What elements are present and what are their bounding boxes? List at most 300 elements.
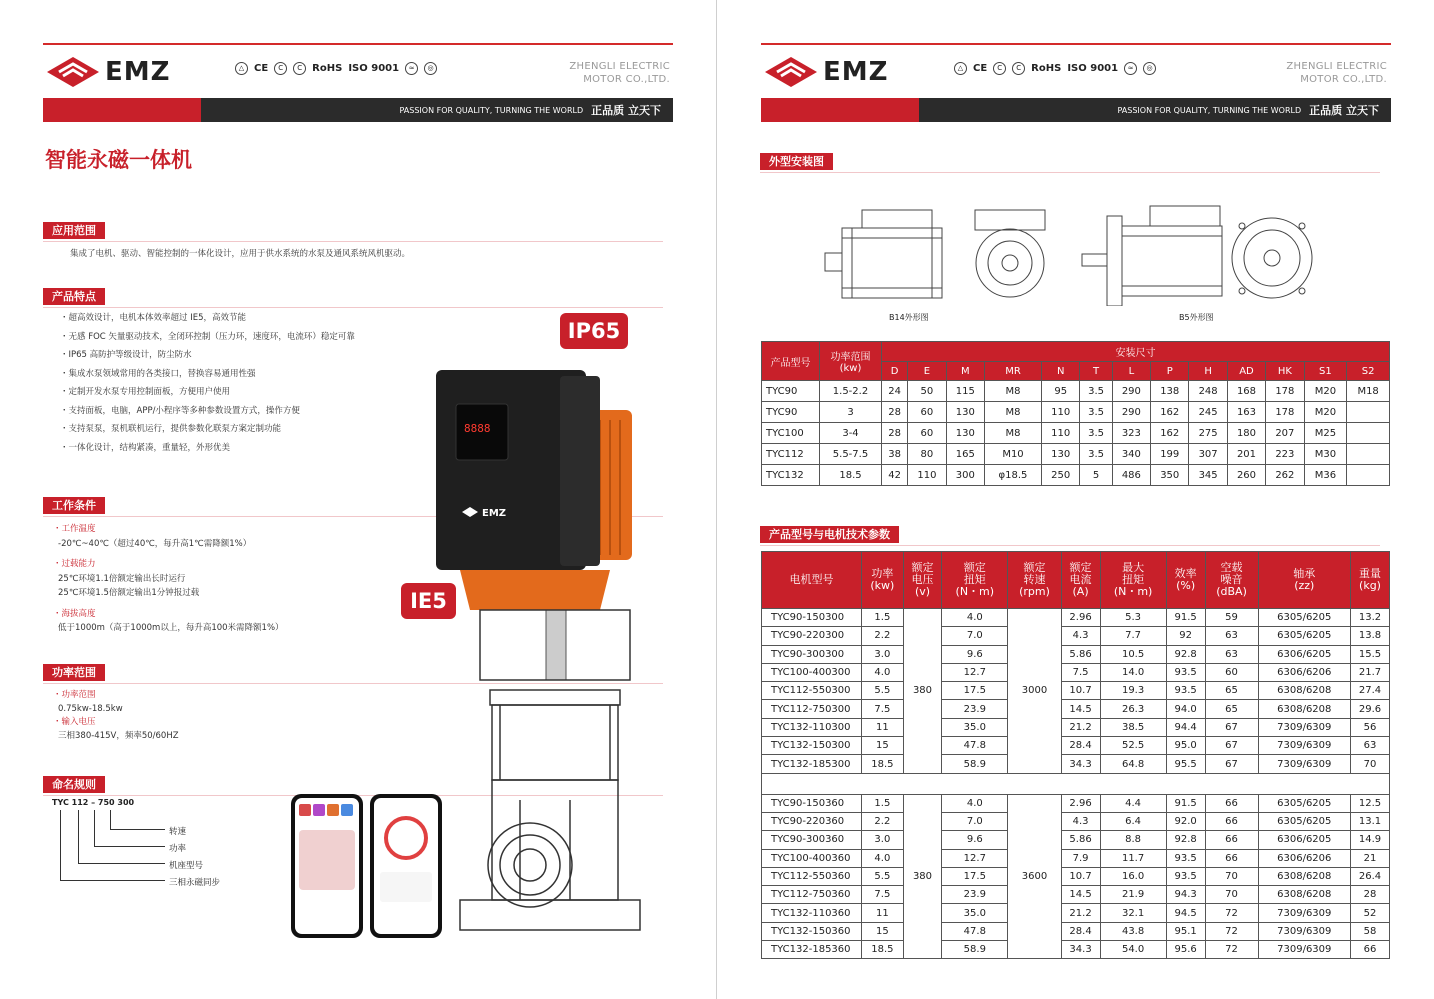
dims-col-header: M bbox=[946, 362, 984, 381]
table-cell: 486 bbox=[1112, 465, 1150, 486]
table-cell: 207 bbox=[1266, 423, 1304, 444]
table-cell: 180 bbox=[1227, 423, 1265, 444]
table-cell: 28 bbox=[882, 423, 908, 444]
table-cell: 56 bbox=[1351, 718, 1390, 736]
table-cell: 15 bbox=[862, 737, 904, 755]
dims-col-header: AD bbox=[1227, 362, 1265, 381]
table-cell: 93.5 bbox=[1166, 682, 1205, 700]
table-cell: 1.5 bbox=[862, 794, 904, 812]
naming-code: TYC 112 – 750 300 bbox=[52, 798, 135, 807]
slogan-cn: 正品质 立天下 bbox=[591, 104, 661, 117]
table-cell: 162 bbox=[1151, 402, 1189, 423]
right-page bbox=[717, 0, 1433, 999]
table-cell: 162 bbox=[1151, 423, 1189, 444]
globe-icon: ◎ bbox=[424, 62, 437, 75]
ccc-icon: C bbox=[274, 62, 287, 75]
table-cell: 7.5 bbox=[862, 886, 904, 904]
table-cell: M8 bbox=[984, 381, 1041, 402]
table-cell bbox=[1347, 423, 1390, 444]
slogan-en: PASSION FOR QUALITY, TURNING THE WORLD bbox=[399, 105, 584, 115]
table-cell: 72 bbox=[1205, 941, 1258, 959]
table-cell: 21.2 bbox=[1061, 904, 1100, 922]
table-cell: 9.6 bbox=[942, 645, 1008, 663]
table-cell: 66 bbox=[1351, 941, 1390, 959]
table-cell: 7309/6309 bbox=[1258, 922, 1351, 940]
table-cell: TYC90 bbox=[762, 402, 820, 423]
feature-item: ・一体化设计，结构紧凑，重量轻，外形优美 bbox=[60, 442, 231, 453]
table-cell: 28 bbox=[882, 402, 908, 423]
table-cell: 7.0 bbox=[942, 812, 1008, 830]
dims-col-header: H bbox=[1189, 362, 1227, 381]
table-cell: TYC132-185360 bbox=[762, 941, 862, 959]
table-cell: 9.6 bbox=[942, 831, 1008, 849]
naming-label: 转速 bbox=[169, 827, 187, 837]
feature-item: ・集成水泵领域常用的各类接口，替换容易通用性强 bbox=[60, 368, 256, 379]
power-text: 三相380-415V，频率50/60HZ bbox=[58, 730, 179, 741]
table-row bbox=[762, 737, 1390, 755]
table-cell: 70 bbox=[1351, 755, 1390, 773]
table-cell: 290 bbox=[1112, 381, 1150, 402]
table-cell: 4.3 bbox=[1061, 812, 1100, 830]
table-cell: TYC90 bbox=[762, 381, 820, 402]
table-cell: 94.4 bbox=[1166, 718, 1205, 736]
table-cell: 38.5 bbox=[1100, 718, 1166, 736]
table-cell: 70 bbox=[1205, 886, 1258, 904]
table-cell: 14.0 bbox=[1100, 663, 1166, 681]
power-label: ・输入电压 bbox=[53, 717, 96, 727]
table-cell: 54.0 bbox=[1100, 941, 1166, 959]
table-cell: 3.0 bbox=[862, 831, 904, 849]
emz-logo bbox=[45, 54, 171, 90]
condition-label: ・海拔高度 bbox=[53, 608, 96, 619]
params-col-header: 最大 扭矩 (N・m) bbox=[1100, 552, 1166, 609]
feature-item: ・无感 FOC 矢量驱动技术，全闭环控制（压力环，速度环，电流环）稳定可靠 bbox=[60, 331, 355, 342]
company-name bbox=[520, 60, 670, 86]
table-cell: 340 bbox=[1112, 444, 1150, 465]
table-cell: 5.5-7.5 bbox=[820, 444, 882, 465]
table-cell: 10.7 bbox=[1061, 867, 1100, 885]
phone-screen-2 bbox=[374, 798, 438, 934]
table-cell bbox=[1347, 465, 1390, 486]
table-cell: 115 bbox=[946, 381, 984, 402]
table-cell: 52.5 bbox=[1100, 737, 1166, 755]
table-cell: 38 bbox=[882, 444, 908, 465]
table-row bbox=[762, 867, 1390, 885]
table-cell: 6308/6208 bbox=[1258, 867, 1351, 885]
table-cell: 248 bbox=[1189, 381, 1227, 402]
cert-strip bbox=[954, 62, 1156, 75]
params-col-header: 效率 (%) bbox=[1166, 552, 1205, 609]
table-cell: 2.2 bbox=[862, 812, 904, 830]
feature-item: ・IP65 高防护等级设计，防尘防水 bbox=[60, 350, 192, 360]
table-cell: 26.3 bbox=[1100, 700, 1166, 718]
params-col-header: 轴承 (zz) bbox=[1258, 552, 1351, 609]
globe-icon: ◎ bbox=[1143, 62, 1156, 75]
table-row bbox=[762, 423, 1390, 444]
table-cell: 13.2 bbox=[1351, 609, 1390, 627]
table-cell: 6.4 bbox=[1100, 812, 1166, 830]
table-cell: 21.7 bbox=[1351, 663, 1390, 681]
logo-text: EMZ bbox=[823, 57, 889, 87]
feature-item: ・支持面板，电脑，APP/小程序等多种参数设置方式，操作方便 bbox=[60, 405, 300, 416]
table-cell: 13.1 bbox=[1351, 812, 1390, 830]
slogan-bar-red bbox=[761, 98, 919, 122]
table-cell: 47.8 bbox=[942, 922, 1008, 940]
company-line2: MOTOR CO.,LTD. bbox=[1300, 74, 1387, 85]
table-cell: 323 bbox=[1112, 423, 1150, 444]
table-cell: 130 bbox=[1042, 444, 1080, 465]
table-cell: 67 bbox=[1205, 755, 1258, 773]
power-list bbox=[53, 689, 383, 743]
table-cell: 14.5 bbox=[1061, 886, 1100, 904]
table-cell bbox=[1347, 444, 1390, 465]
table-cell: 95.0 bbox=[1166, 737, 1205, 755]
table-cell: 199 bbox=[1151, 444, 1189, 465]
table-cell: 65 bbox=[1205, 700, 1258, 718]
section-features: 产品特点 bbox=[43, 288, 105, 305]
csa-icon: C bbox=[1012, 62, 1025, 75]
table-cell: 7309/6309 bbox=[1258, 737, 1351, 755]
table-cell: 290 bbox=[1112, 402, 1150, 423]
table-cell: TYC132-110360 bbox=[762, 904, 862, 922]
table-cell: 345 bbox=[1189, 465, 1227, 486]
dims-col-header: MR bbox=[984, 362, 1041, 381]
table-cell: 6306/6205 bbox=[1258, 645, 1351, 663]
dims-col-header: L bbox=[1112, 362, 1150, 381]
slogan-bar-red bbox=[43, 98, 201, 122]
table-cell: 52 bbox=[1351, 904, 1390, 922]
table-row bbox=[762, 904, 1390, 922]
table-cell: 7.5 bbox=[862, 700, 904, 718]
table-cell: 34.3 bbox=[1061, 941, 1100, 959]
ie5-badge: IE5 bbox=[401, 583, 456, 619]
table-row bbox=[762, 700, 1390, 718]
company-name bbox=[1237, 60, 1387, 86]
table-cell: 223 bbox=[1266, 444, 1304, 465]
b14-drawing bbox=[817, 198, 1057, 306]
table-cell: TYC112-550300 bbox=[762, 682, 862, 700]
table-cell: 2.96 bbox=[1061, 794, 1100, 812]
energy-icon: ≈ bbox=[405, 62, 418, 75]
table-cell: 92.8 bbox=[1166, 645, 1205, 663]
naming-label: 机座型号 bbox=[169, 861, 204, 871]
table-row bbox=[762, 627, 1390, 645]
table-cell: 6305/6205 bbox=[1258, 627, 1351, 645]
table-row bbox=[762, 645, 1390, 663]
tuv-icon: △ bbox=[954, 62, 967, 75]
left-page bbox=[0, 0, 716, 999]
table-cell: TYC132 bbox=[762, 465, 820, 486]
table-cell: 1.5-2.2 bbox=[820, 381, 882, 402]
slogan-cn: 正品质 立天下 bbox=[1309, 104, 1379, 117]
table-cell: 35.0 bbox=[942, 718, 1008, 736]
logo-text: EMZ bbox=[105, 57, 171, 87]
table-cell: TYC132-150360 bbox=[762, 922, 862, 940]
table-cell: 7.7 bbox=[1100, 627, 1166, 645]
table-cell: TYC100-400300 bbox=[762, 663, 862, 681]
table-cell: 110 bbox=[1042, 423, 1080, 444]
table-row bbox=[762, 886, 1390, 904]
table-cell: 380 bbox=[903, 609, 941, 774]
table-cell: 95.6 bbox=[1166, 941, 1205, 959]
top-rule bbox=[761, 43, 1391, 45]
params-col-header: 重量 (kg) bbox=[1351, 552, 1390, 609]
params-col-header: 额定 扭矩 (N・m) bbox=[942, 552, 1008, 609]
phone-screen-1 bbox=[295, 798, 359, 934]
table-cell: TYC100-400360 bbox=[762, 849, 862, 867]
table-cell: 2.96 bbox=[1061, 609, 1100, 627]
table-row bbox=[762, 718, 1390, 736]
table-cell: 66 bbox=[1205, 831, 1258, 849]
table-cell: TYC132-110300 bbox=[762, 718, 862, 736]
table-spacer-row bbox=[762, 773, 1390, 794]
table-cell: 178 bbox=[1266, 402, 1304, 423]
pump-illustration bbox=[420, 360, 650, 940]
table-cell: 4.0 bbox=[942, 794, 1008, 812]
table-cell: 380 bbox=[903, 794, 941, 959]
table-row bbox=[762, 444, 1390, 465]
cert-iso: ISO 9001 bbox=[1067, 63, 1119, 74]
table-cell: 3.5 bbox=[1080, 402, 1112, 423]
table-cell: 80 bbox=[908, 444, 946, 465]
table-cell: TYC90-150360 bbox=[762, 794, 862, 812]
table-cell: 7309/6309 bbox=[1258, 904, 1351, 922]
cert-strip bbox=[235, 62, 437, 75]
table-cell: 3600 bbox=[1008, 794, 1061, 959]
table-cell: 178 bbox=[1266, 381, 1304, 402]
table-row bbox=[762, 402, 1390, 423]
table-cell: 93.5 bbox=[1166, 849, 1205, 867]
emz-diamond-icon bbox=[45, 55, 101, 89]
table-cell: 5.86 bbox=[1061, 645, 1100, 663]
table-cell: 35.0 bbox=[942, 904, 1008, 922]
table-cell: 110 bbox=[1042, 402, 1080, 423]
section-application: 应用范围 bbox=[43, 222, 105, 239]
table-cell: 50 bbox=[908, 381, 946, 402]
table-cell: 275 bbox=[1189, 423, 1227, 444]
table-cell: 6306/6206 bbox=[1258, 663, 1351, 681]
table-cell: 60 bbox=[908, 423, 946, 444]
table-cell: 24 bbox=[882, 381, 908, 402]
params-col-header: 功率 (kw) bbox=[862, 552, 904, 609]
dims-col-header: E bbox=[908, 362, 946, 381]
table-cell: 28 bbox=[1351, 886, 1390, 904]
dims-col-header: S1 bbox=[1304, 362, 1347, 381]
table-cell: 18.5 bbox=[862, 755, 904, 773]
table-cell: 165 bbox=[946, 444, 984, 465]
table-cell: 47.8 bbox=[942, 737, 1008, 755]
table-cell: 10.5 bbox=[1100, 645, 1166, 663]
table-cell: 5.3 bbox=[1100, 609, 1166, 627]
table-cell: 21.2 bbox=[1061, 718, 1100, 736]
table-cell: TYC90-220300 bbox=[762, 627, 862, 645]
table-cell: 26.4 bbox=[1351, 867, 1390, 885]
table-cell: 5.5 bbox=[862, 682, 904, 700]
dims-col-header: S2 bbox=[1347, 362, 1390, 381]
condition-label: ・过载能力 bbox=[53, 559, 96, 569]
table-cell: 12.7 bbox=[942, 663, 1008, 681]
conditions-list bbox=[53, 522, 383, 636]
table-cell: 18.5 bbox=[820, 465, 882, 486]
table-row bbox=[762, 682, 1390, 700]
table-cell: 11 bbox=[862, 718, 904, 736]
dims-header-power: 功率范围 (kw) bbox=[820, 342, 882, 381]
table-cell: 350 bbox=[1151, 465, 1189, 486]
company-line2: MOTOR CO.,LTD. bbox=[583, 74, 670, 85]
table-cell: 67 bbox=[1205, 718, 1258, 736]
table-cell: 15.5 bbox=[1351, 645, 1390, 663]
feature-item: ・支持泵泵，泵机联机运行，提供参数化联泵方案定制功能 bbox=[60, 424, 282, 434]
table-row bbox=[762, 755, 1390, 773]
table-cell: 300 bbox=[946, 465, 984, 486]
table-cell: 201 bbox=[1227, 444, 1265, 465]
features-list bbox=[60, 309, 400, 457]
table-cell: 10.7 bbox=[1061, 682, 1100, 700]
table-row bbox=[762, 465, 1390, 486]
section-conditions: 工作条件 bbox=[43, 497, 105, 514]
table-cell: 5.5 bbox=[862, 867, 904, 885]
dims-col-header: HK bbox=[1266, 362, 1304, 381]
table-cell: TYC132-185300 bbox=[762, 755, 862, 773]
slogan-bar bbox=[43, 98, 673, 122]
table-row bbox=[762, 663, 1390, 681]
condition-text: 低于1000m（高于1000m以上，每升高100米需降额1%） bbox=[58, 623, 284, 633]
phone-mockup-1 bbox=[291, 794, 363, 938]
dims-header-model: 产品型号 bbox=[762, 342, 820, 381]
table-cell: 63 bbox=[1205, 627, 1258, 645]
table-cell: 23.9 bbox=[942, 886, 1008, 904]
table-row bbox=[762, 941, 1390, 959]
top-rule bbox=[43, 43, 673, 45]
table-cell: TYC112-750300 bbox=[762, 700, 862, 718]
table-cell: 130 bbox=[946, 423, 984, 444]
table-cell: TYC132-150300 bbox=[762, 737, 862, 755]
table-cell: TYC90-300300 bbox=[762, 645, 862, 663]
cert-rohs: RoHS bbox=[312, 63, 343, 74]
table-cell: 92 bbox=[1166, 627, 1205, 645]
b5-label: B5外形图 bbox=[1179, 313, 1214, 322]
table-cell: 4.4 bbox=[1100, 794, 1166, 812]
table-cell: 168 bbox=[1227, 381, 1265, 402]
power-text: 0.75kw-18.5kw bbox=[58, 703, 123, 714]
table-cell: 34.3 bbox=[1061, 755, 1100, 773]
cert-rohs: RoHS bbox=[1031, 63, 1062, 74]
table-cell: 130 bbox=[946, 402, 984, 423]
table-cell: 93.5 bbox=[1166, 663, 1205, 681]
ccc-icon: C bbox=[993, 62, 1006, 75]
table-row bbox=[762, 381, 1390, 402]
table-cell: 8.8 bbox=[1100, 831, 1166, 849]
table-cell: 17.5 bbox=[942, 867, 1008, 885]
table-cell: 19.3 bbox=[1100, 682, 1166, 700]
table-cell: M8 bbox=[984, 402, 1041, 423]
slogan-bar bbox=[761, 98, 1391, 122]
table-cell: 23.9 bbox=[942, 700, 1008, 718]
table-cell: 94.5 bbox=[1166, 904, 1205, 922]
table-cell: 58 bbox=[1351, 922, 1390, 940]
table-cell: 6306/6206 bbox=[1258, 849, 1351, 867]
table-cell: TYC112 bbox=[762, 444, 820, 465]
naming-leader bbox=[60, 810, 165, 881]
table-cell: 6308/6208 bbox=[1258, 886, 1351, 904]
table-cell: 16.0 bbox=[1100, 867, 1166, 885]
table-cell: 43.8 bbox=[1100, 922, 1166, 940]
slogan-bar-dark bbox=[919, 98, 1391, 122]
company-line1: ZHENGLI ELECTRIC bbox=[569, 61, 670, 72]
table-cell: M20 bbox=[1304, 402, 1347, 423]
table-cell: 64.8 bbox=[1100, 755, 1166, 773]
table-cell: 7309/6309 bbox=[1258, 755, 1351, 773]
table-cell: 4.0 bbox=[862, 849, 904, 867]
cert-ce: CE bbox=[254, 63, 269, 74]
params-table bbox=[761, 551, 1390, 959]
table-cell: 12.5 bbox=[1351, 794, 1390, 812]
table-cell: 12.7 bbox=[942, 849, 1008, 867]
condition-text: 25℃环境1.1倍额定输出长时运行 25℃环境1.5倍额定输出1分钟报过载 bbox=[58, 573, 200, 598]
params-col-header: 电机型号 bbox=[762, 552, 862, 609]
table-cell: 262 bbox=[1266, 465, 1304, 486]
table-cell: 17.5 bbox=[942, 682, 1008, 700]
dims-col-header: N bbox=[1042, 362, 1080, 381]
params-col-header: 额定 电流 (A) bbox=[1061, 552, 1100, 609]
table-cell: 7309/6309 bbox=[1258, 718, 1351, 736]
table-cell: 3.0 bbox=[862, 645, 904, 663]
table-cell: 7309/6309 bbox=[1258, 941, 1351, 959]
table-cell: TYC100 bbox=[762, 423, 820, 444]
table-cell: 27.4 bbox=[1351, 682, 1390, 700]
table-cell: 42 bbox=[882, 465, 908, 486]
dims-col-header: D bbox=[882, 362, 908, 381]
tuv-icon: △ bbox=[235, 62, 248, 75]
panel-logo-text: EMZ bbox=[482, 508, 507, 519]
table-cell: 5.86 bbox=[1061, 831, 1100, 849]
table-cell: M30 bbox=[1304, 444, 1347, 465]
table-cell: TYC112-750360 bbox=[762, 886, 862, 904]
table-cell: φ18.5 bbox=[984, 465, 1041, 486]
table-cell: 2.2 bbox=[862, 627, 904, 645]
table-cell: 6308/6208 bbox=[1258, 682, 1351, 700]
table-cell: 66 bbox=[1205, 812, 1258, 830]
table-spacer-cell bbox=[762, 773, 1390, 794]
table-cell: 3.5 bbox=[1080, 423, 1112, 444]
table-cell: 3000 bbox=[1008, 609, 1061, 774]
dims-col-header: P bbox=[1151, 362, 1189, 381]
table-cell: 58.9 bbox=[942, 755, 1008, 773]
cert-iso: ISO 9001 bbox=[348, 63, 400, 74]
table-cell: 21 bbox=[1351, 849, 1390, 867]
table-cell: TYC112-550360 bbox=[762, 867, 862, 885]
table-cell: 138 bbox=[1151, 381, 1189, 402]
table-cell: 72 bbox=[1205, 922, 1258, 940]
table-cell: 93.5 bbox=[1166, 867, 1205, 885]
energy-icon: ≈ bbox=[1124, 62, 1137, 75]
table-cell: 63 bbox=[1205, 645, 1258, 663]
dimensions-table bbox=[761, 341, 1390, 486]
table-cell: 6305/6205 bbox=[1258, 609, 1351, 627]
table-cell: 7.9 bbox=[1061, 849, 1100, 867]
table-cell: 1.5 bbox=[862, 609, 904, 627]
table-cell: TYC90-150300 bbox=[762, 609, 862, 627]
table-row bbox=[762, 812, 1390, 830]
table-cell: 66 bbox=[1205, 849, 1258, 867]
section-params: 产品型号与电机技术参数 bbox=[760, 526, 899, 543]
company-line1: ZHENGLI ELECTRIC bbox=[1286, 61, 1387, 72]
table-cell: 28.4 bbox=[1061, 737, 1100, 755]
table-cell: 6305/6205 bbox=[1258, 794, 1351, 812]
table-cell: 92.0 bbox=[1166, 812, 1205, 830]
table-cell: M18 bbox=[1347, 381, 1390, 402]
dims-col-header: T bbox=[1080, 362, 1112, 381]
